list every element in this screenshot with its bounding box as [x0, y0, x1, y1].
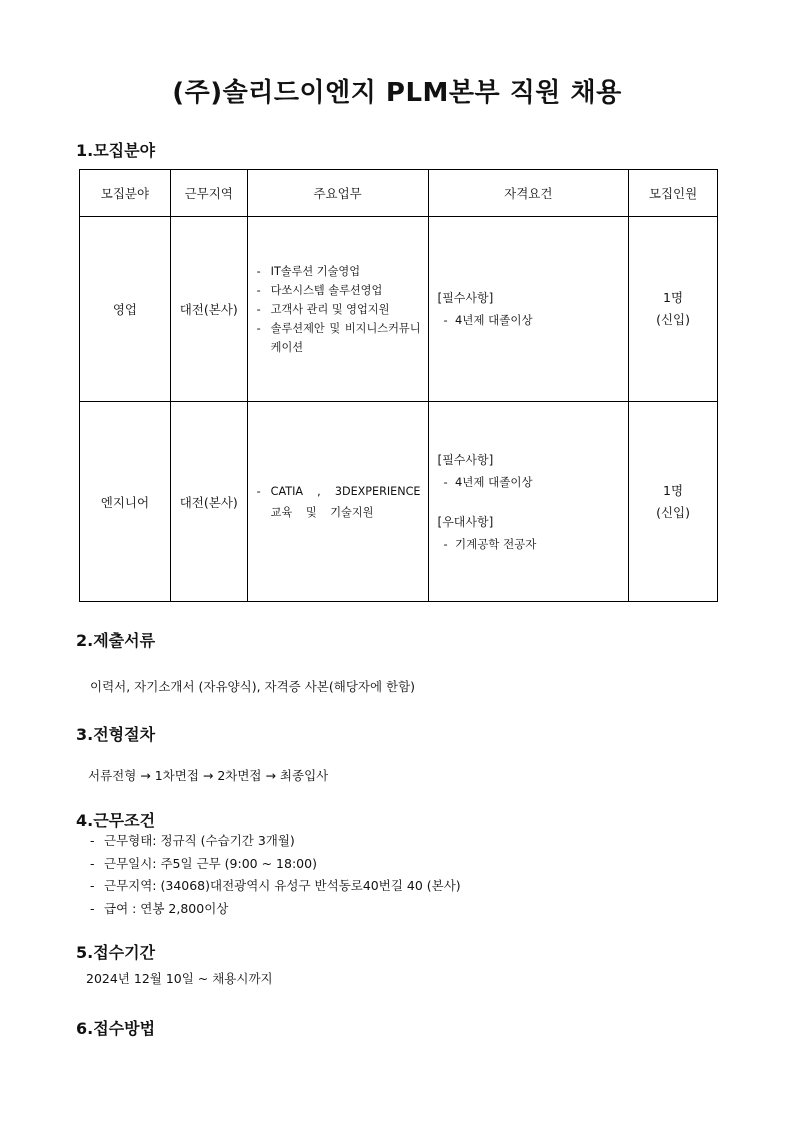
conditions-list — [90, 830, 461, 920]
preferred-label: [우대사항] — [437, 514, 494, 529]
required-item: - 4년제 대졸이상 — [443, 474, 533, 489]
recruit-table — [79, 169, 718, 602]
cell-duties — [247, 402, 428, 602]
cell-qualifications — [428, 217, 629, 402]
duty-item: - IT솔루션 기술영업 — [257, 262, 421, 281]
process-text: 서류전형 → 1차면접 → 2차면접 → 최종입사 — [88, 768, 329, 783]
section-heading-process: 3.전형절차 — [76, 725, 156, 744]
duty-item: - 솔루션제안 및 비지니스커뮤니케이션 — [257, 319, 421, 357]
headcount-type: (신입) — [656, 504, 690, 520]
duty-item: - 고객사 관리 및 영업지원 — [257, 300, 421, 319]
cell-headcount — [629, 402, 718, 602]
condition-item: - 근무형태: 정규직 (수습기간 3개월) — [90, 830, 461, 853]
table-row — [80, 217, 718, 402]
period-text: 2024년 12월 10일 ~ 채용시까지 — [86, 971, 273, 986]
cell-location: 대전(본사) — [170, 402, 247, 602]
header-field: 모집분야 — [80, 170, 171, 217]
section-heading-period: 5.접수기간 — [76, 943, 156, 962]
headcount-type: (신입) — [656, 312, 690, 327]
duty-item: - 다쏘시스템 솔루션영업 — [257, 281, 421, 300]
condition-item: - 근무일시: 주5일 근무 (9:00 ~ 18:00) — [90, 853, 461, 876]
condition-item: - 근무지역: (34068)대전광역시 유성구 반석동로40번길 40 (본사) — [90, 875, 461, 898]
duty-item: - CATIA , 3DEXPERIENCE 교육 및 기술지원 — [257, 481, 421, 523]
required-item: - 4년제 대졸이상 — [443, 313, 533, 327]
header-qualifications: 자격요건 — [428, 170, 629, 217]
required-label: [필수사항] — [437, 291, 494, 305]
header-duties: 주요업무 — [247, 170, 428, 217]
section-heading-recruit-field: 1.모집분야 — [76, 141, 156, 160]
cell-location: 대전(본사) — [170, 217, 247, 402]
cell-qualifications — [428, 402, 629, 602]
cell-duties — [247, 217, 428, 402]
documents-text: 이력서, 자기소개서 (자유양식), 자격증 사본(해당자에 한함) — [90, 679, 416, 694]
section-heading-conditions: 4.근무조건 — [76, 811, 156, 830]
table-header-row — [80, 170, 718, 217]
header-location: 근무지역 — [170, 170, 247, 217]
table-row — [80, 402, 718, 602]
required-label: [필수사항] — [437, 452, 494, 467]
cell-headcount — [629, 217, 718, 402]
condition-item: - 급여 : 연봉 2,800이상 — [90, 898, 461, 921]
headcount-value: 1명 — [663, 482, 684, 498]
section-heading-documents: 2.제출서류 — [76, 631, 156, 650]
cell-field: 영업 — [80, 217, 171, 402]
section-heading-method: 6.접수방법 — [76, 1019, 156, 1038]
headcount-value: 1명 — [663, 290, 684, 305]
cell-field: 엔지니어 — [80, 402, 171, 602]
header-headcount: 모집인원 — [629, 170, 718, 217]
page-title: (주)솔리드이엔지 PLM본부 직원 채용 — [172, 78, 622, 108]
preferred-item: - 기계공학 전공자 — [443, 536, 537, 551]
